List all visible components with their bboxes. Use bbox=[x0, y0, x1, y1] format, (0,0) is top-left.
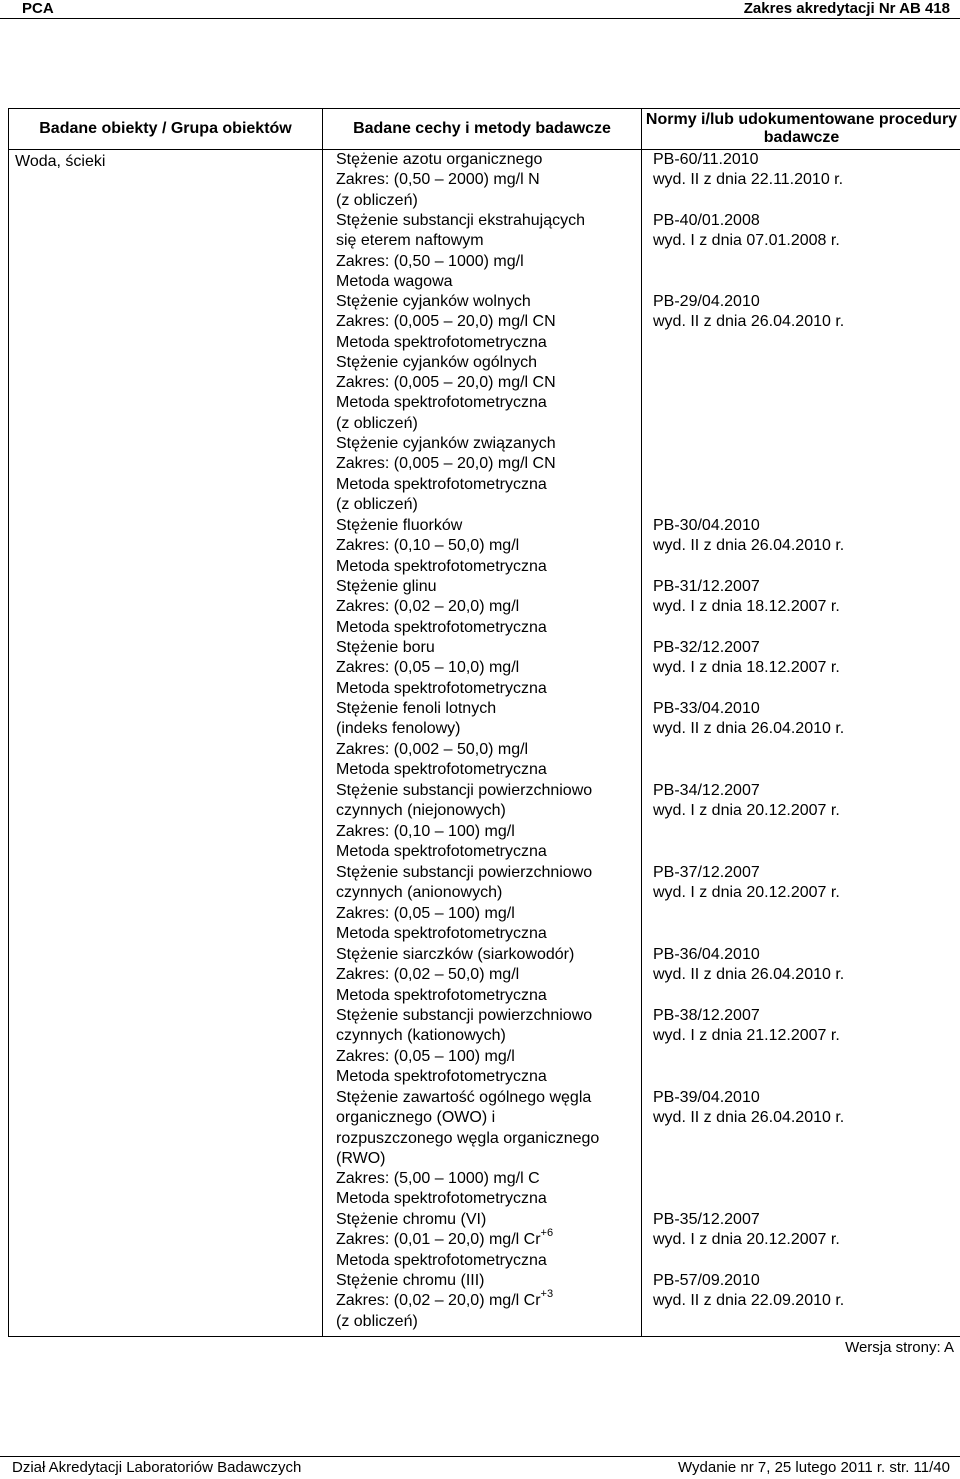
norm-code: PB-57/09.2010 bbox=[653, 1271, 844, 1291]
method-line: (z obliczeń) bbox=[336, 1312, 553, 1332]
method-line: Stężenie substancji ekstrahujących bbox=[336, 211, 585, 231]
method-line: Zakres: (0,10 – 50,0) mg/l bbox=[336, 536, 547, 556]
method-line: (z obliczeń) bbox=[336, 495, 556, 515]
norm-edition: wyd. II z dnia 22.09.2010 r. bbox=[653, 1291, 844, 1311]
method-line: Stężenie fluorków bbox=[336, 516, 547, 536]
method-block bbox=[336, 150, 542, 211]
col-header-methods: Badane cechy i metody badawcze bbox=[323, 109, 642, 150]
page-version: Wersja strony: A bbox=[845, 1339, 954, 1356]
method-block bbox=[336, 211, 585, 292]
norm-edition: wyd. I z dnia 20.12.2007 r. bbox=[653, 883, 840, 903]
method-line: Stężenie glinu bbox=[336, 577, 547, 597]
norm-edition: wyd. I z dnia 20.12.2007 r. bbox=[653, 1230, 840, 1250]
method-line: Zakres: (0,50 – 2000) mg/l N bbox=[336, 170, 542, 190]
norm-edition: wyd. II z dnia 22.11.2010 r. bbox=[653, 170, 843, 190]
method-line: Zakres: (0,05 – 100) mg/l bbox=[336, 904, 592, 924]
norm-edition: wyd. II z dnia 26.04.2010 r. bbox=[653, 719, 844, 739]
object-cell: Woda, ścieki bbox=[9, 150, 323, 1337]
norm-code: PB-37/12.2007 bbox=[653, 863, 840, 883]
method-line: Metoda spektrofotometryczna bbox=[336, 1189, 599, 1209]
norm-block bbox=[653, 516, 844, 557]
ion-charge-superscript: +6 bbox=[541, 1227, 554, 1239]
norm-block bbox=[653, 863, 840, 904]
method-line: Stężenie cyjanków ogólnych bbox=[336, 353, 556, 373]
methods-cell bbox=[323, 150, 642, 1337]
method-block bbox=[336, 516, 547, 577]
footer-issue: Wydanie nr 7, 25 lutego 2011 r. str. 11/40 bbox=[678, 1459, 950, 1476]
method-line: (z obliczeń) bbox=[336, 414, 556, 434]
method-line: Zakres: (5,00 – 1000) mg/l C bbox=[336, 1169, 599, 1189]
method-line: Zakres: (0,002 – 50,0) mg/l bbox=[336, 740, 547, 760]
accreditation-table bbox=[8, 108, 960, 1337]
method-line: Zakres: (0,02 – 20,0) mg/l bbox=[336, 597, 547, 617]
method-line: Metoda spektrofotometryczna bbox=[336, 760, 547, 780]
method-line: Stężenie azotu organicznego bbox=[336, 150, 542, 170]
norm-code: PB-33/04.2010 bbox=[653, 699, 844, 719]
method-line: Metoda spektrofotometryczna bbox=[336, 679, 547, 699]
method-line: Metoda spektrofotometryczna bbox=[336, 1067, 592, 1087]
method-line: Stężenie chromu (III) bbox=[336, 1271, 553, 1291]
method-line: Stężenie substancji powierzchniowo bbox=[336, 781, 592, 801]
norm-block bbox=[653, 211, 840, 252]
footer-department: Dział Akredytacji Laboratoriów Badawczych bbox=[12, 1459, 301, 1476]
norm-block bbox=[653, 1006, 840, 1047]
norm-block bbox=[653, 292, 844, 333]
method-block bbox=[336, 638, 547, 699]
method-line: Metoda spektrofotometryczna bbox=[336, 475, 556, 495]
norm-edition: wyd. II z dnia 26.04.2010 r. bbox=[653, 312, 844, 332]
method-block bbox=[336, 1006, 592, 1087]
method-line: Zakres: (0,005 – 20,0) mg/l CN bbox=[336, 373, 556, 393]
org-name: PCA bbox=[22, 0, 54, 17]
norm-block bbox=[653, 150, 843, 191]
method-line: Metoda spektrofotometryczna bbox=[336, 618, 547, 638]
method-block bbox=[336, 863, 592, 944]
method-block bbox=[336, 1088, 599, 1210]
norm-code: PB-34/12.2007 bbox=[653, 781, 840, 801]
method-line: Zakres: (0,10 – 100) mg/l bbox=[336, 822, 592, 842]
norm-block bbox=[653, 577, 840, 618]
norm-edition: wyd. I z dnia 07.01.2008 r. bbox=[653, 231, 840, 251]
norm-edition: wyd. I z dnia 18.12.2007 r. bbox=[653, 658, 840, 678]
method-line: (indeks fenolowy) bbox=[336, 719, 547, 739]
method-line: organicznego (OWO) i bbox=[336, 1108, 599, 1128]
norm-block bbox=[653, 699, 844, 740]
norm-block bbox=[653, 1271, 844, 1312]
method-line: czynnych (anionowych) bbox=[336, 883, 592, 903]
page-header bbox=[0, 0, 960, 19]
method-line: Zakres: (0,50 – 1000) mg/l bbox=[336, 252, 585, 272]
method-line: Stężenie chromu (VI) bbox=[336, 1210, 553, 1230]
norm-code: PB-39/04.2010 bbox=[653, 1088, 844, 1108]
method-line: Metoda spektrofotometryczna bbox=[336, 924, 592, 944]
method-line: Stężenie fenoli lotnych bbox=[336, 699, 547, 719]
ion-charge-superscript: +3 bbox=[541, 1288, 554, 1300]
method-line: rozpuszczonego węgla organicznego bbox=[336, 1129, 599, 1149]
method-block bbox=[336, 699, 547, 780]
method-line: Metoda wagowa bbox=[336, 272, 585, 292]
method-line: Stężenie substancji powierzchniowo bbox=[336, 863, 592, 883]
method-line: Zakres: (0,005 – 20,0) mg/l CN bbox=[336, 454, 556, 474]
method-line: Stężenie substancji powierzchniowo bbox=[336, 1006, 592, 1026]
method-line: Metoda spektrofotometryczna bbox=[336, 986, 574, 1006]
method-block bbox=[336, 1271, 553, 1332]
method-line: czynnych (niejonowych) bbox=[336, 801, 592, 821]
accreditation-scope-title: Zakres akredytacji Nr AB 418 bbox=[744, 0, 950, 17]
norm-block bbox=[653, 1210, 840, 1251]
norm-edition: wyd. I z dnia 21.12.2007 r. bbox=[653, 1026, 840, 1046]
norms-cell bbox=[642, 150, 960, 1337]
norm-block bbox=[653, 781, 840, 822]
norm-edition: wyd. I z dnia 18.12.2007 r. bbox=[653, 597, 840, 617]
norm-edition: wyd. I z dnia 20.12.2007 r. bbox=[653, 801, 840, 821]
norm-block bbox=[653, 945, 844, 986]
norm-code: PB-60/11.2010 bbox=[653, 150, 843, 170]
method-line: Stężenie boru bbox=[336, 638, 547, 658]
col-header-objects: Badane obiekty / Grupa obiektów bbox=[9, 109, 323, 150]
norm-code: PB-29/04.2010 bbox=[653, 292, 844, 312]
method-block bbox=[336, 292, 556, 515]
method-line: Zakres: (0,05 – 10,0) mg/l bbox=[336, 658, 547, 678]
method-line: Stężenie zawartość ogólnego węgla bbox=[336, 1088, 599, 1108]
norm-code: PB-36/04.2010 bbox=[653, 945, 844, 965]
norm-code: PB-40/01.2008 bbox=[653, 211, 840, 231]
method-line: Zakres: (0,005 – 20,0) mg/l CN bbox=[336, 312, 556, 332]
norm-code: PB-35/12.2007 bbox=[653, 1210, 840, 1230]
method-block bbox=[336, 945, 574, 1006]
method-line: Zakres: (0,02 – 20,0) mg/l $Cr^{+3}$ bbox=[336, 1291, 553, 1311]
method-line: Zakres: (0,02 – 50,0) mg/l bbox=[336, 965, 574, 985]
norm-code: PB-38/12.2007 bbox=[653, 1006, 840, 1026]
method-line: Stężenie cyjanków wolnych bbox=[336, 292, 556, 312]
method-line: Metoda spektrofotometryczna bbox=[336, 393, 556, 413]
method-block bbox=[336, 577, 547, 638]
method-line: Metoda spektrofotometryczna bbox=[336, 557, 547, 577]
page-footer bbox=[0, 1456, 960, 1479]
method-line: Stężenie cyjanków związanych bbox=[336, 434, 556, 454]
norm-block bbox=[653, 638, 840, 679]
method-block bbox=[336, 1210, 553, 1271]
method-line: czynnych (kationowych) bbox=[336, 1026, 592, 1046]
method-line: Zakres: (0,01 – 20,0) mg/l $Cr^{+6}$ bbox=[336, 1230, 553, 1250]
col-header-norms: Normy i/lub udokumentowane procedury badawcze bbox=[642, 109, 960, 150]
norm-code: PB-32/12.2007 bbox=[653, 638, 840, 658]
norm-code: PB-30/04.2010 bbox=[653, 516, 844, 536]
method-line: Zakres: (0,05 – 100) mg/l bbox=[336, 1047, 592, 1067]
method-line: Metoda spektrofotometryczna bbox=[336, 842, 592, 862]
method-line: Metoda spektrofotometryczna bbox=[336, 333, 556, 353]
norm-edition: wyd. II z dnia 26.04.2010 r. bbox=[653, 965, 844, 985]
method-line: się eterem naftowym bbox=[336, 231, 585, 251]
norm-block bbox=[653, 1088, 844, 1129]
method-block bbox=[336, 781, 592, 862]
method-line: Stężenie siarczków (siarkowodór) bbox=[336, 945, 574, 965]
norm-edition: wyd. II z dnia 26.04.2010 r. bbox=[653, 536, 844, 556]
norm-edition: wyd. II z dnia 26.04.2010 r. bbox=[653, 1108, 844, 1128]
method-line: (z obliczeń) bbox=[336, 191, 542, 211]
method-line: (RWO) bbox=[336, 1149, 599, 1169]
method-line: Metoda spektrofotometryczna bbox=[336, 1251, 553, 1271]
norm-code: PB-31/12.2007 bbox=[653, 577, 840, 597]
